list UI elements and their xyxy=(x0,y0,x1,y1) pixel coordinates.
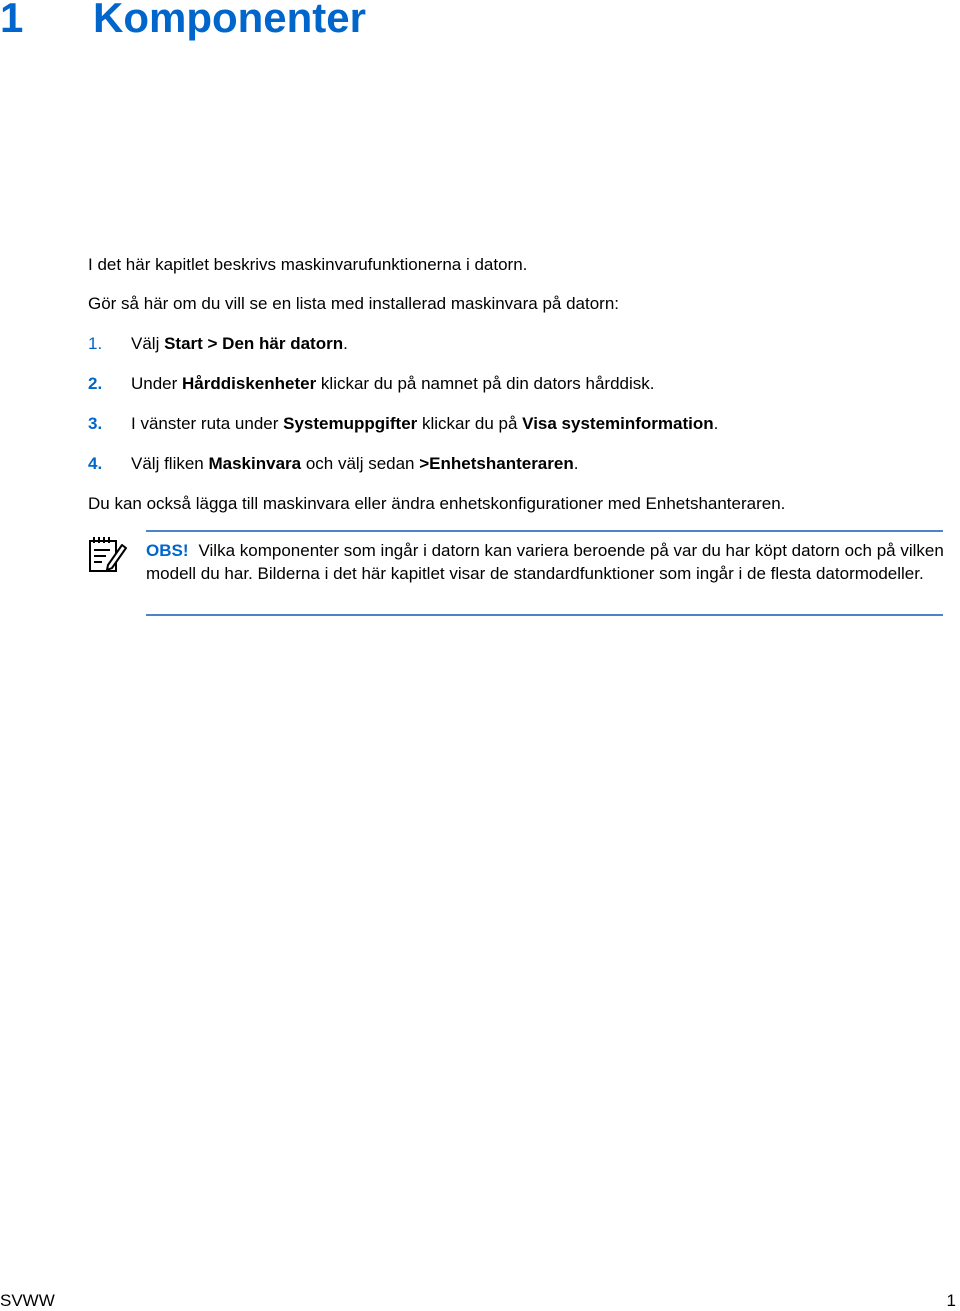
note-top-rule xyxy=(146,530,943,532)
page-number: 1 xyxy=(946,1291,956,1310)
chapter-number: 1 xyxy=(0,0,24,41)
note-bottom-rule xyxy=(146,614,943,616)
note-text xyxy=(146,539,946,585)
step-number: 3. xyxy=(88,414,103,433)
note-pad-icon xyxy=(86,533,128,575)
chapter-title: Komponenter xyxy=(93,0,366,41)
note-body: Vilka komponenter som ingår i datorn kan variera beroende på var du har köpt datorn och på vilken modell du har. Bilderna i det här kapitlet visar de standardfunktioner som ingår i de flesta datormodeller. xyxy=(146,541,944,583)
step-number: 2. xyxy=(88,374,103,393)
step-3: 3. I vänster ruta under Systemuppgifter klickar du på Visa systeminformation. xyxy=(88,414,719,433)
step-2: 2. Under Hårddiskenheter klickar du på namnet på din dators hårddisk. xyxy=(88,374,655,393)
footer-left: SVWW xyxy=(0,1291,55,1310)
step-1: 1. Välj Start > Den här datorn. xyxy=(88,334,348,353)
step-number: 4. xyxy=(88,454,103,473)
chapter-heading xyxy=(0,0,366,42)
intro-paragraph: I det här kapitlet beskrivs maskinvarufunktionerna i datorn. xyxy=(88,255,528,274)
step-number: 1. xyxy=(88,334,103,353)
step-4: 4. Välj fliken Maskinvara och välj sedan >Enhetshanteraren. xyxy=(88,454,579,473)
note-label: OBS! xyxy=(146,541,189,560)
lead-paragraph: Gör så här om du vill se en lista med installerad maskinvara på datorn: xyxy=(88,294,620,313)
after-steps-paragraph: Du kan också lägga till maskinvara eller ändra enhetskonfigurationer med Enhetshanteraren. xyxy=(88,494,786,513)
